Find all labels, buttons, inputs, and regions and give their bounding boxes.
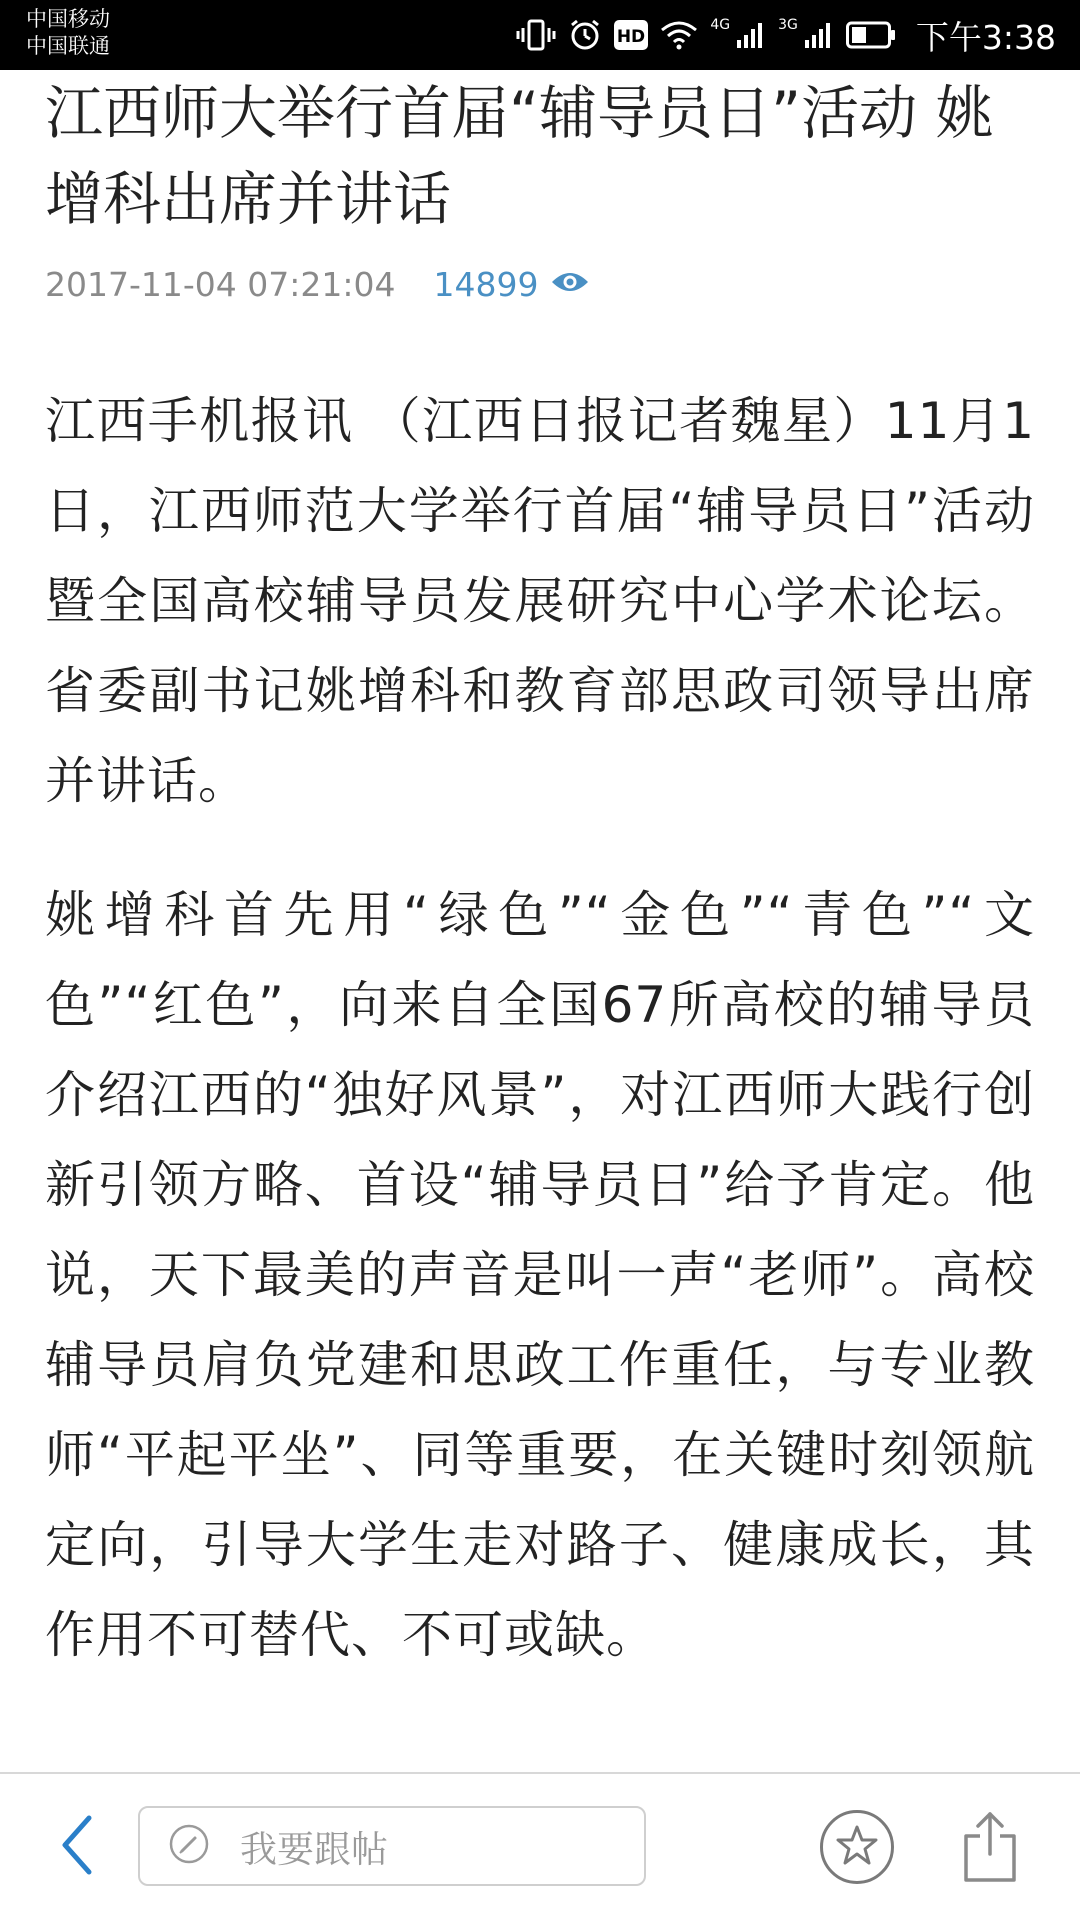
alarm-icon [568,18,602,52]
article [45,70,1035,1680]
status-bar [0,0,1080,70]
wifi-icon [660,20,698,50]
eye-icon [550,265,590,304]
reply-placeholder: 我要跟帖 [240,1828,388,1871]
edit-icon [168,1823,210,1869]
view-count [433,265,590,304]
back-button[interactable] [52,1812,100,1882]
favorite-button[interactable] [820,1810,894,1884]
clock-time: 下午3:38 [915,17,1056,57]
carrier-2: 中国联通 [26,34,110,58]
battery-icon [846,21,896,49]
article-meta [45,254,1035,314]
share-button[interactable] [960,1808,1020,1884]
carrier-1: 中国移动 [26,7,110,31]
article-title: 江西师大举行首届“辅导员日”活动 姚增科出席并讲话 [45,79,994,233]
net-3g-label: 3G [778,17,798,33]
bottom-toolbar [0,1772,1080,1922]
article-paragraph: 江西手机报讯 （江西日报记者魏星）11月1日，江西师范大学举行首届“辅导员日”活动暨全国高校辅导员发展研究中心学术论坛。省委副书记姚增科和教育部思政司领导出席并讲话。 [45,392,1035,810]
article-paragraph: 姚增科首先用“绿色”“金色”“青色”“文色”“红色”，向来自全国67所高校的辅导员介绍江西的“独好风景”，对江西师大践行创新引领方略、首设“辅导员日”给予肯定。他说，天下最美的声音是叫一声“老师”。高校辅导员肩负党建和思政工作重任，与专业教师“平起平坐”、同等重要，在关键时刻领航定向，引导大学生走对路子、健康成长，其作用不可替代、不可或缺。 [45,886,1035,1664]
net-4g-label: 4G [710,17,731,33]
share-icon [960,1869,1020,1888]
chevron-left-icon [59,1814,93,1880]
publish-date: 2017-11-04 07:21:04 [45,264,396,304]
carrier-info [26,6,110,60]
reply-input[interactable] [138,1806,646,1886]
signal-4g-icon [736,20,766,50]
hd-icon [614,20,648,50]
signal-3g-icon [804,20,834,50]
vibrate-icon [516,18,556,52]
star-icon [835,1823,879,1871]
status-icons [516,0,1056,70]
view-count-value: 14899 [433,264,539,304]
hd-label: HD [617,27,646,47]
